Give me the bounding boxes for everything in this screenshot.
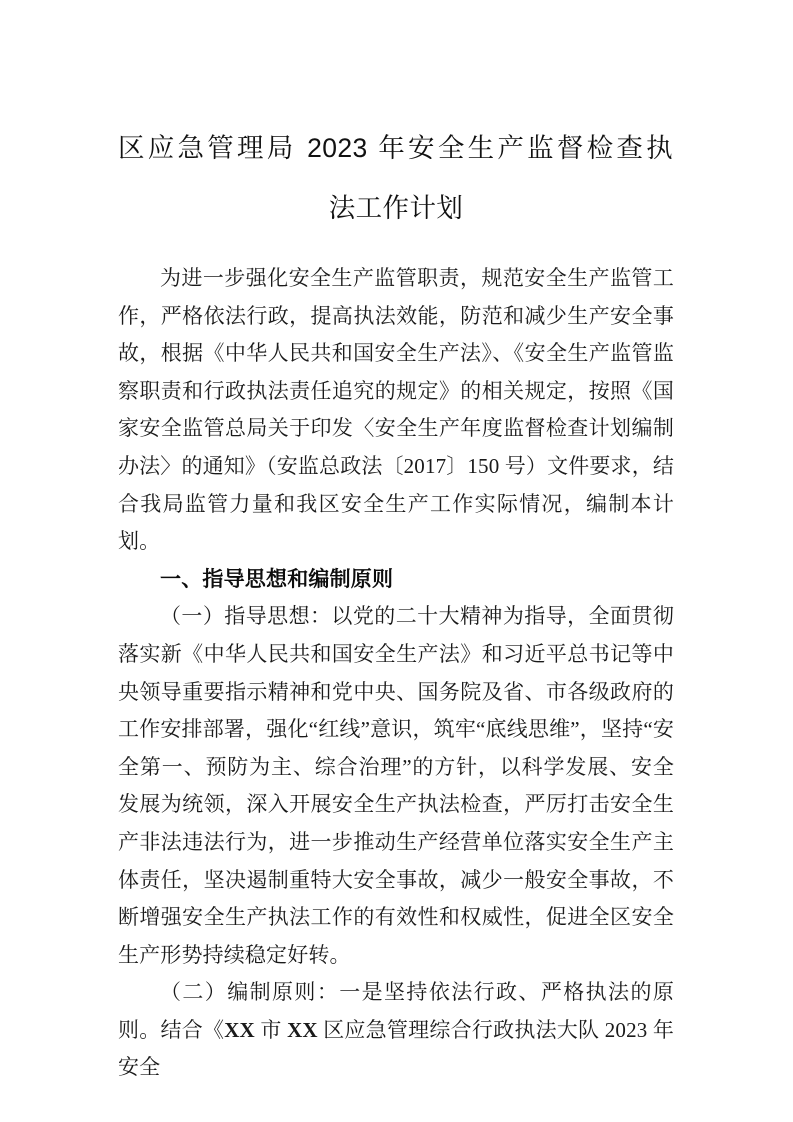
compile-principle-text-3: 区应急管理综合行政执法大队 2023 年安全 [118,1017,675,1080]
compile-principle-text-2: 市 [254,1017,288,1042]
document-title [118,128,674,228]
paragraph-compile-principle [118,974,674,1087]
paragraph-introduction: 为进一步强化安全生产监管职责，规范安全生产监管工作，严格依法行政，提高执法效能，防范和减少生产安全事故，根据《中华人民共和国安全生产法》、《安全生产监管监察职责和行政执法责任追究的规定》的相关规定，按照《国家安全监管总局关于印发〈安全生产年度监督检查计划编制办法〉的通知》（安监总政法〔2017〕150 号）文件要求，结合我局监管力量和我区安全生产工作实际情况，编制本计划。 [118,266,674,554]
document-title-line-2: 法工作计划 [328,193,464,223]
document-body [118,260,674,1087]
document-title-line-1: 区应急管理局 2023 年安全生产监督检查执 [118,133,673,163]
paragraph-guiding-thought: （一）指导思想：以党的二十大精神为指导，全面贯彻落实新《中华人民共和国安全生产法》和习近平总书记等中央领导重要指示精神和党中央、国务院及省、市各级政府的工作安排部署，强化“红线”意识，筑牢“底线思维”，坚持“安全第一、预防为主、综合治理”的方针，以科学发展、安全发展为统领，深入开展安全生产执法检查，严厉打击安全生产非法违法行为，进一步推动生产经营单位落实安全生产主体责任，坚决遏制重特大安全事故，减少一般安全事故，不断增强安全生产执法工作的有效性和权威性，促进全区安全生产形势持续稳定好转。 [118,604,674,967]
compile-principle-placeholder-city: XX [224,1017,255,1042]
compile-principle-placeholder-district: XX [287,1017,318,1042]
section-heading-1: 一、指导思想和编制原则 [160,567,394,591]
compile-principle-text-1: （二）编制原则：一是坚持依法行政、严格执法的原则。结合《 [118,980,674,1042]
document-content [118,128,674,1087]
